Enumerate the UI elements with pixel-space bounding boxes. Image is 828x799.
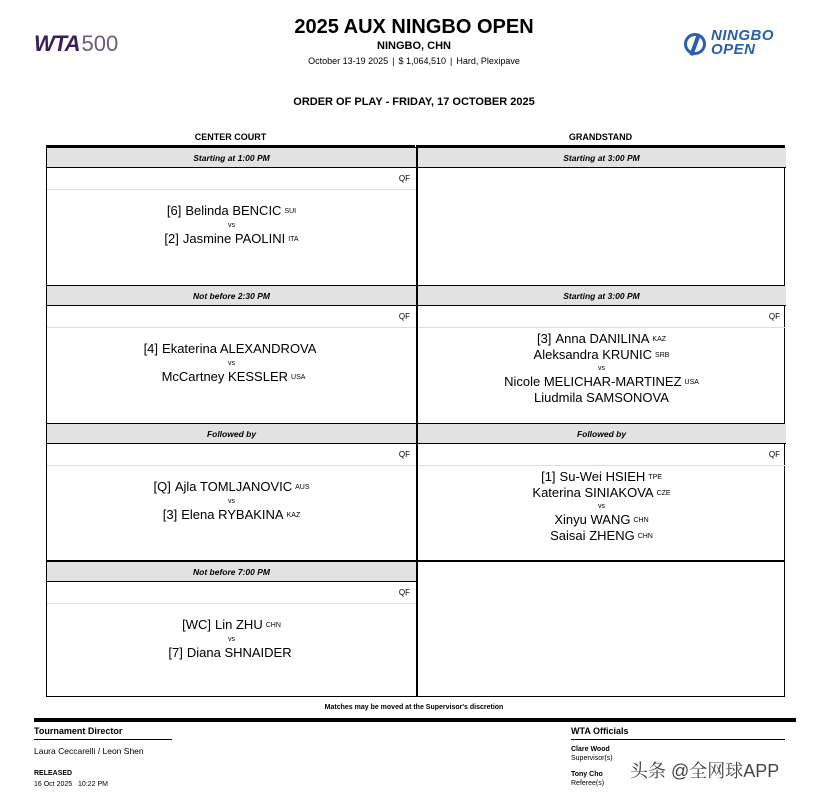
wta-logo-text: WTA — [34, 31, 80, 56]
player-last-name: BENCIC — [232, 203, 282, 218]
player-nationality: USA — [291, 374, 306, 381]
vs-label: vs — [228, 360, 235, 367]
match-time: Starting at 3:00 PM — [417, 148, 786, 168]
team-2-player-2 — [417, 528, 786, 544]
player-2 — [47, 508, 416, 523]
player-nationality: USA — [684, 379, 699, 386]
column-divider — [416, 148, 418, 697]
player-seed: [3] — [162, 507, 178, 522]
player-first-name: Ajla — [174, 479, 197, 494]
match-cell — [417, 148, 786, 285]
player-last-name: KESSLER — [228, 369, 289, 384]
player-seed: [WC] — [182, 617, 211, 632]
player-last-name: KRUNIC — [602, 347, 653, 362]
player-1 — [47, 204, 416, 219]
separator: | — [450, 56, 453, 66]
team-seed: [3] — [536, 331, 552, 346]
match-round: QF — [47, 444, 416, 466]
tournament-director-heading: Tournament Director — [34, 726, 123, 736]
official-1-name: Clare Wood — [571, 746, 610, 753]
match-teams — [417, 328, 786, 405]
match-cell — [47, 562, 416, 697]
order-of-play-grid — [46, 147, 785, 697]
player-last-name: WANG — [590, 512, 631, 527]
court-name-grandstand: GRANDSTAND — [568, 132, 633, 142]
player-seed: [7] — [168, 645, 183, 660]
player-last-name: MELICHAR-MARTINEZ — [543, 374, 682, 389]
match-cell — [47, 148, 416, 285]
wta-officials-heading: WTA Officials — [571, 726, 629, 736]
vs-label: vs — [228, 636, 235, 643]
released-time: 10:22 PM — [77, 781, 108, 788]
player-first-name: Aleksandra — [533, 347, 599, 362]
player-last-name: DANILINA — [589, 331, 650, 346]
match-round: QF — [417, 306, 786, 328]
player-nationality: CHN — [633, 517, 649, 524]
player-seed: [4] — [143, 341, 159, 356]
match-cell — [417, 424, 786, 560]
court-name-center: CENTER COURT — [194, 132, 267, 142]
heading-underline — [34, 739, 172, 740]
player-first-name: Diana — [186, 645, 221, 660]
watermark: 头条 @全网球APP — [630, 761, 780, 781]
match-time: Followed by — [47, 424, 416, 444]
player-seed: [Q] — [153, 479, 171, 494]
tournament-prize: $ 1,064,510 — [398, 56, 447, 66]
match-players — [47, 604, 416, 661]
match-time: Starting at 1:00 PM — [47, 148, 416, 168]
player-first-name: McCartney — [161, 369, 225, 384]
player-nationality: KAZ — [652, 336, 667, 343]
player-2 — [47, 232, 416, 247]
released-timestamp — [34, 781, 108, 788]
vs-label: vs — [598, 365, 605, 372]
player-2 — [47, 646, 416, 661]
player-1 — [47, 618, 416, 633]
tournament-dates: October 13-19 2025 — [308, 56, 389, 66]
player-nationality: ITA — [288, 236, 299, 243]
match-players — [47, 466, 416, 523]
player-1 — [47, 480, 416, 495]
player-first-name: Liudmila — [534, 390, 583, 405]
team-2-player-2 — [417, 390, 786, 405]
released-date: 16 Oct 2025 — [34, 781, 73, 788]
player-first-name: Ekaterina — [162, 341, 217, 356]
vs-label: vs — [228, 222, 235, 229]
official-1-role: Supervisor(s) — [571, 755, 613, 762]
heading-underline — [571, 739, 785, 740]
match-round: QF — [47, 306, 416, 328]
tournament-director-names: Laura Ceccarelli / Leon Shen — [34, 746, 144, 756]
player-first-name: Xinyu — [554, 512, 587, 527]
player-last-name: HSIEH — [605, 469, 646, 484]
player-last-name: SINIAKOVA — [584, 485, 654, 500]
tournament-title: 2025 AUX NINGBO OPEN — [294, 16, 534, 38]
player-last-name: SAMSONOVA — [586, 390, 669, 405]
player-nationality: CZE — [656, 490, 671, 497]
tournament-surface: Hard, Plexipave — [456, 56, 520, 66]
player-nationality: CHN — [637, 533, 653, 540]
player-first-name: Saisai — [550, 528, 586, 543]
official-2-role: Referee(s) — [571, 780, 605, 787]
player-2 — [47, 370, 416, 385]
tournament-location: NINGBO, CHN — [377, 40, 451, 52]
player-nationality: AUS — [295, 484, 310, 491]
player-first-name: Anna — [555, 331, 586, 346]
match-time: Followed by — [417, 424, 786, 444]
team-2-player-1 — [417, 512, 786, 528]
match-time: Not before 2:30 PM — [47, 286, 416, 306]
order-of-play-heading: ORDER OF PLAY - FRIDAY, 17 OCTOBER 2025 — [293, 96, 535, 108]
tournament-details — [0, 56, 828, 66]
player-first-name: Jasmine — [182, 231, 232, 246]
player-1 — [47, 342, 416, 357]
player-nationality: SRB — [655, 352, 670, 359]
wta-logo-level: 500 — [81, 31, 119, 56]
vs-label: vs — [228, 498, 235, 505]
separator: | — [392, 56, 395, 66]
team-seed: [1] — [541, 469, 556, 484]
player-nationality: TPE — [648, 474, 662, 481]
player-last-name: RYBAKINA — [218, 507, 284, 522]
player-last-name: ZHU — [235, 617, 263, 632]
player-last-name: TOMLJANOVIC — [199, 479, 293, 494]
match-teams — [417, 466, 786, 544]
player-last-name: ALEXANDROVA — [219, 341, 317, 356]
player-nationality: SUI — [284, 208, 297, 215]
team-1-player-1 — [417, 331, 786, 347]
match-players — [47, 328, 416, 385]
discretion-note: Matches may be moved at the Supervisor's discretion — [324, 704, 504, 711]
player-first-name: Su-Wei — [559, 469, 602, 484]
team-1-player-2 — [417, 347, 786, 363]
player-seed: [2] — [164, 231, 179, 246]
player-nationality: KAZ — [286, 512, 301, 519]
match-cell — [47, 424, 416, 560]
match-round: QF — [47, 168, 416, 190]
player-first-name: Belinda — [185, 203, 229, 218]
vs-label: vs — [598, 503, 605, 510]
player-last-name: PAOLINI — [234, 231, 286, 246]
match-time: Not before 7:00 PM — [47, 562, 416, 582]
match-time: Starting at 3:00 PM — [417, 286, 786, 306]
team-1-player-2 — [417, 485, 786, 501]
team-1-player-1 — [417, 469, 786, 485]
player-last-name: SHNAIDER — [224, 645, 292, 660]
player-last-name: ZHENG — [589, 528, 635, 543]
ningbo-logo-line1: NINGBO — [711, 27, 774, 44]
match-cell — [417, 286, 786, 423]
player-first-name: Elena — [181, 507, 215, 522]
match-cell — [47, 286, 416, 423]
team-2-player-1 — [417, 374, 786, 390]
player-nationality: CHN — [265, 622, 281, 629]
match-players — [47, 190, 416, 247]
match-round: QF — [417, 444, 786, 466]
player-seed: [6] — [166, 203, 182, 218]
player-first-name: Lin — [215, 617, 233, 632]
official-2-name: Tony Cho — [571, 771, 603, 778]
ningbo-logo-line2: OPEN — [711, 41, 756, 58]
match-round: QF — [47, 582, 416, 604]
player-first-name: Nicole — [504, 374, 541, 389]
player-first-name: Katerina — [532, 485, 581, 500]
footer-divider — [34, 718, 796, 722]
released-label: RELEASED — [34, 770, 73, 777]
